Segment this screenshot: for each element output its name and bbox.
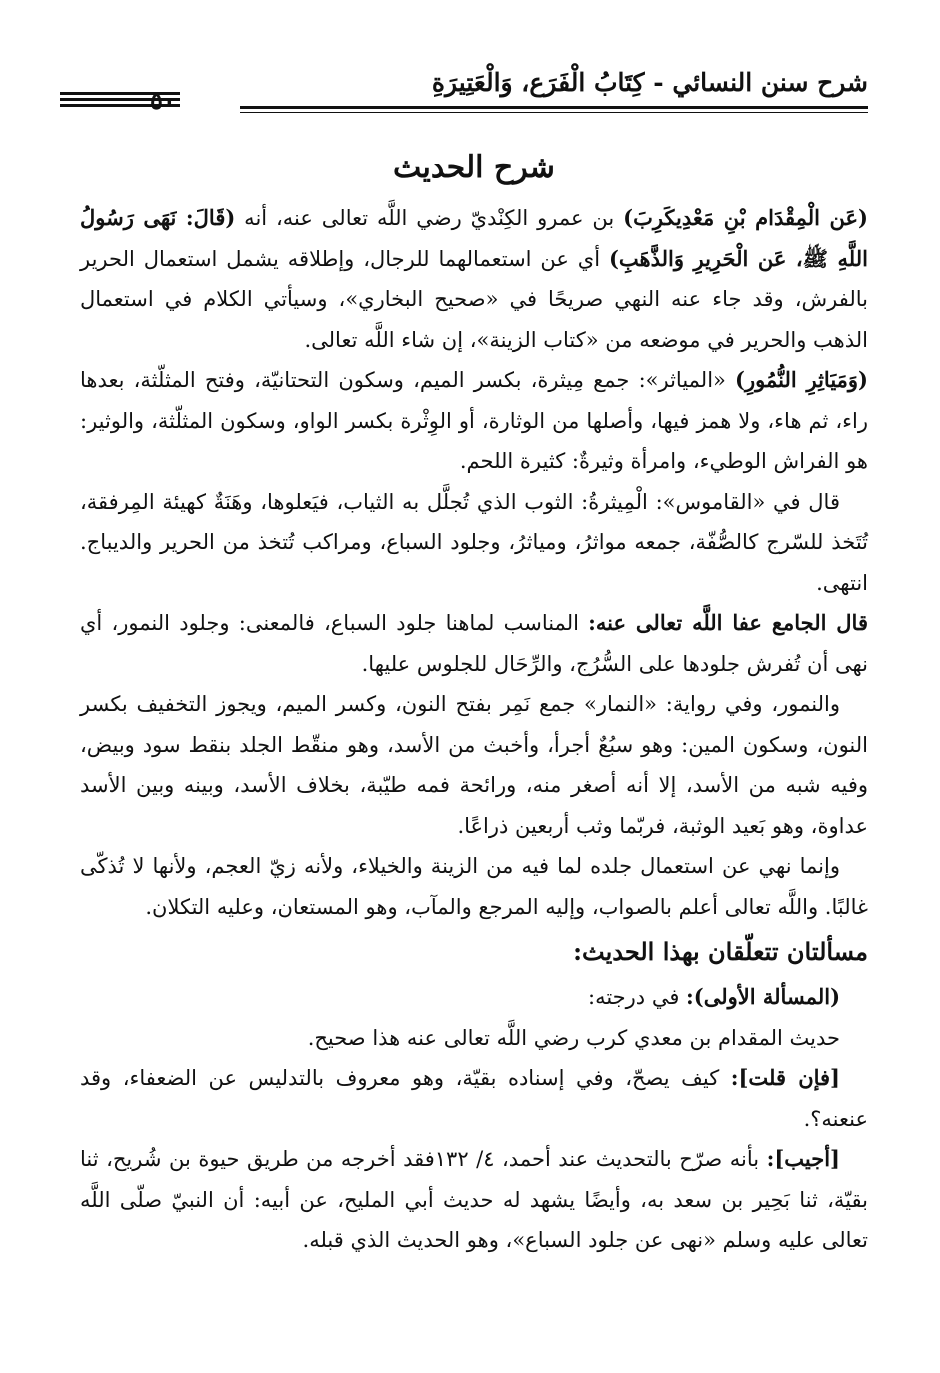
issue-1-label: (المسألة الأولى): — [686, 984, 840, 1009]
answer-label: [أجيب]: — [766, 1146, 840, 1171]
paragraph-4 — [80, 603, 868, 684]
author-note-lead: قال الجامع عفا اللَّه تعالى عنه: — [588, 610, 868, 635]
paragraph-7: حديث المقدام بن معدي كرب رضي اللَّه تعالى عنه هذا صحيح. — [307, 1025, 840, 1050]
answer-text: بأنه صرّح بالتحديث عند أحمد، ٤/ ١٣٢فقد أخرجه من طريق حيوة بن شُريح، ثنا بقيّة، ثنا بَحِير بن سعد به، وأيضًا يشهد له حديث أبي المليح، عن أبيه: أن النبيّ صلّى اللَّه تعالى عليه وسلم «نهى عن جلود السباع»، وهو الحديث الذي قبله. — [80, 1147, 868, 1252]
issue-1-text: في درجته: — [588, 985, 687, 1009]
paragraph-1 — [80, 198, 868, 360]
paragraph-6: وإنما نهي عن استعمال جلده لما فيه من الزينة والخيلاء، ولأنه زيّ العجم، ولأنها لا تُذكّى غالبًا. واللَّه تعالى أعلم بالصواب، وإليه المرجع والمآب، وهو المستعان، وعليه التكلان. — [80, 854, 868, 919]
running-title: شرح سنن النسائي - كِتَابُ الْفَرَع، وَالْعَتِيرَةِ — [431, 68, 868, 97]
hadith-term: (وَمَيَاثِرِ النُّمُورِ) — [735, 367, 868, 392]
header-ornament — [60, 92, 180, 110]
header-rule-thin — [240, 112, 868, 113]
paragraph-9 — [80, 1139, 868, 1261]
paragraph-3: قال في «القاموس»: الْمِيثرةُ: الثوب الذي تُجلَّل به الثياب، فيَعلوها، وهَنَةٌ كهيئة المِرفقة، تُتَخذ للسّرج كالصُّفّة، جمعه مواثرُ، ومياثرُ، وجلود السباع، ومراكب تُتخذ من الحرير والديباج. انتهى. — [80, 489, 868, 595]
paragraph-5: والنمور، وفي رواية: «النمار» جمع نَمِر بفتح النون، وكسر الميم، ويجوز التخفيف بكسر النون، وسكون المين: وهو سبُعٌ أجرأ، وأخبث من الأسد، وهو منقّط الجلد بنقط سود وبيض، وفيه شبه من الأسد، إلا أنه أصغر منه، ورائحة فمه طيّبة، بخلاف الأسد، وبينه وبين الأسد عداوة، وهو بَعيد الوثبة، فربّما وثب أربعين ذراعًا. — [80, 692, 868, 838]
objection-label: [فإن قلت]: — [730, 1065, 840, 1090]
section-heading: شرح الحديث — [393, 150, 555, 185]
paragraph-4-text: المناسب لماهنا جلود السباع، فالمعنى: وجلود النمور، أي نهى أن تُفرش جلودها على السُّرُج، والرِّحَال للجلوس عليها. — [80, 611, 868, 676]
header-rule — [240, 106, 868, 109]
page-content — [80, 140, 868, 1261]
hadith-narrator: (عَن الْمِقْدَام بْنِ مَعْدِيكَرِبَ) — [623, 205, 868, 230]
objection-text: كيف يصحّ، وفي إسناده بقيّة، وهو معروف بالتدليس عن الضعفاء، وقد عنعنه؟. — [80, 1066, 868, 1131]
paragraph-2-text: «المياثر»: جمع مِيثرة، بكسر الميم، وسكون التحتانيّة، وفتح المثلّثة، بعدها راء، ثم هاء، ولا همز فيها، وأصلها من الوثارة، أو الوِثْرة بكسر الواو، وسكون المثلّثة، والوثير: هو الفراش الوطيء، وامرأة وثيرةٌ: كثيرة اللحم. — [80, 368, 868, 473]
paragraph-2 — [80, 360, 868, 482]
issues-title: مسألتان تتعلّقان بهذا الحديث: — [573, 937, 868, 966]
hadith-text: (قَالَ: نَهَى رَسُولُ اللَّهِ ﷺ، عَن الْحَرِيرِ وَالذَّهَبِ) — [80, 205, 868, 271]
paragraph-8 — [80, 1058, 868, 1139]
issue-1 — [80, 977, 868, 1018]
paragraph-1-text-a: بن عمرو الكِنْديّ رضي اللَّه تعالى عنه، أنه — [235, 206, 624, 230]
paragraph-1-text-c: أي عن استعمالهما للرجال، وإطلاقه يشمل استعمال الحرير بالفرش، وقد جاء عنه النهي صريحًا في «صحيح البخاري»، وسيأتي الكلام في استعمال الذهب والحرير في موضعه من «كتاب الزينة»، إن شاء اللَّه تعالى. — [80, 246, 868, 352]
running-header — [60, 62, 868, 102]
